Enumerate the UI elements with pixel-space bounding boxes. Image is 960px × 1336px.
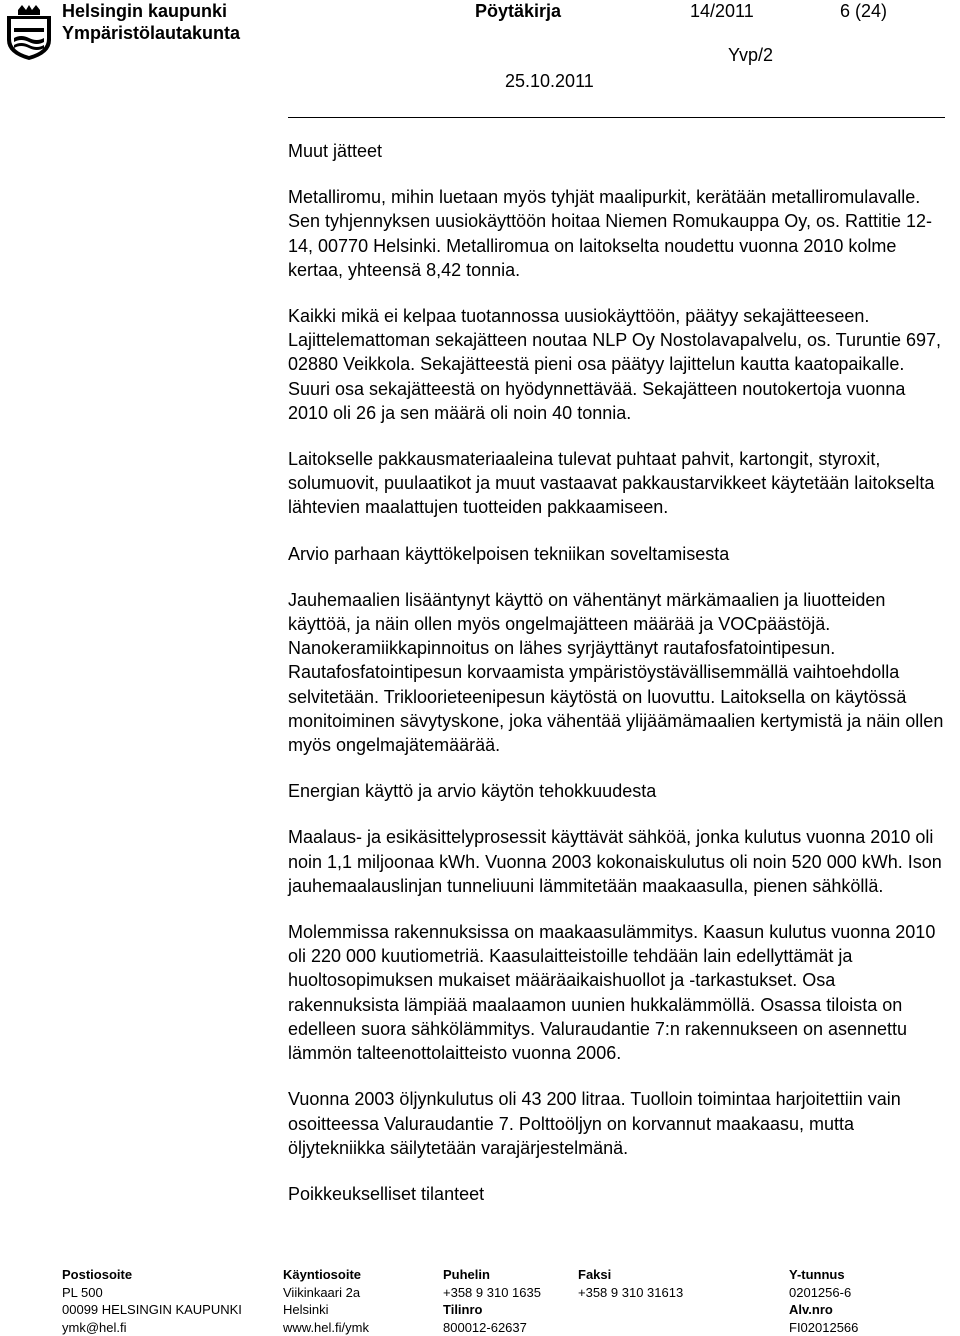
footer-label: Faksi	[578, 1266, 683, 1284]
footer-label: Tilinro	[443, 1301, 541, 1319]
paragraph-jauhemaalit: Jauhemaalien lisääntynyt käyttö on vähentänyt märkämaalien ja liuotteiden käyttöä, ja näin ollen myös ongelmajätteen määrää ja VOCpäästöjä. Nanokeramiikkapinnoitus on lähes syrjäyttänyt rautafosfatointipesun. Rautafosfatointipesun korvaamista ympäristöystävällisemmällä vaihtoehdolla selvitetään. Trikloorieteenipesun käytöstä on luovuttu. Laitoksella on käytössä monitoiminen sävytyskone, joka vähentää ylijäämämaalien kertymistä ja näin ollen myös ongelmajätemäärää.	[288, 588, 948, 757]
department-name: Ympäristölautakunta	[62, 22, 240, 44]
meeting-date: 25.10.2011	[505, 70, 594, 92]
footer-value: 0201256-6	[789, 1284, 858, 1302]
footer-label: Käyntiosoite	[283, 1266, 369, 1284]
footer-puhelin	[443, 1266, 541, 1336]
footer-value: Viikinkaari 2a	[283, 1284, 369, 1302]
footer-email[interactable]: ymk@hel.fi	[62, 1319, 242, 1336]
footer-value: 800012-62637	[443, 1319, 541, 1336]
footer-value: 00099 HELSINGIN KAUPUNKI	[62, 1301, 242, 1319]
paragraph-oljy: Vuonna 2003 öljynkulutus oli 43 200 litraa. Tuolloin toimintaa harjoitettiin vain osoitteessa Valuraudantie 7. Polttoöljyn on korvannut maakaasu, mutta öljytekniikka säilytetään varajärjestelmänä.	[288, 1087, 948, 1160]
heading-energia: Energian käyttö ja arvio käytön tehokkuudesta	[288, 779, 948, 803]
paragraph-sahko: Maalaus- ja esikäsittelyprosessit käyttävät sähköä, jonka kulutus vuonna 2010 oli noin 1,1 miljoonaa kWh. Vuonna 2003 kokonaiskulutus oli noin 520 000 kWh. Ison jauhemaalauslinjan tunneliuuni lämmitetään maakaasulla, pienen sähköllä.	[288, 825, 948, 898]
organization-name: Helsingin kaupunki	[62, 0, 227, 22]
paragraph-pakkausmateriaalit: Laitokselle pakkausmateriaaleina tulevat puhtaat pahvit, kartongit, styroxit, solumuovit, puulaatikot ja muut vastaavat pakkaustarvikkeet käytetään laitokselta lähtevien maalattujen tuotteiden pakkaamiseen.	[288, 447, 948, 520]
meeting-number: 14/2011	[690, 0, 754, 22]
heading-muut-jatteet: Muut jätteet	[288, 139, 948, 163]
section-code: Yvp/2	[728, 44, 773, 66]
footer-label: Alv.nro	[789, 1301, 858, 1319]
document-type: Pöytäkirja	[475, 0, 561, 22]
footer-value: +358 9 310 1635	[443, 1284, 541, 1302]
header-divider	[288, 117, 945, 118]
footer-value: +358 9 310 31613	[578, 1284, 683, 1302]
heading-poikkeukselliset: Poikkeukselliset tilanteet	[288, 1182, 948, 1206]
footer-ytunnus	[789, 1266, 858, 1336]
footer-kayntiosoite	[283, 1266, 369, 1336]
footer-value: PL 500	[62, 1284, 242, 1302]
paragraph-metalliromu: Metalliromu, mihin luetaan myös tyhjät maalipurkit, kerätään metalliromulavalle. Sen tyhjennyksen uusiokäyttöön hoitaa Niemen Romukauppa Oy, os. Rattitie 12-14, 00770 Helsinki. Metalliromua on laitokselta noudettu vuonna 2010 kolme kertaa, yhteensä 8,42 tonnia.	[288, 185, 948, 282]
footer-label: Puhelin	[443, 1266, 541, 1284]
paragraph-maakaasu: Molemmissa rakennuksissa on maakaasulämmitys. Kaasun kulutus vuonna 2010 oli 220 000 kuutiometriä. Kaasulaitteistoille tehdään lain edellyttämät ja huoltosopimuksen mukaiset määräaikaishuollot ja -tarkastukset. Osa rakennuksista lämpiää maalaamon uunien hukkalämmöllä. Osassa tiloista on edelleen suora sähkölämmitys. Valuraudantie 7:n rakennukseen on asennettu lämmön talteenottolaitteisto vuonna 2006.	[288, 920, 948, 1065]
paragraph-sekajate: Kaikki mikä ei kelpaa tuotannossa uusiokäyttöön, päätyy sekajätteeseen. Lajittelemattoman sekajätteen noutaa NLP Oy Nostolavapalvelu, os. Turuntie 697, 02880 Veikkola. Sekajätteestä pieni osa päätyy lajittelun kautta kaatopaikalle. Suuri osa sekajätteestä on hyödynnettävää. Sekajätteen noutokertoja vuonna 2010 oli 26 ja sen määrä oli noin 40 tonnia.	[288, 304, 948, 425]
helsinki-crest-logo	[4, 4, 54, 62]
footer-label: Y-tunnus	[789, 1266, 858, 1284]
footer-faksi	[578, 1266, 683, 1301]
footer-value: Helsinki	[283, 1301, 369, 1319]
footer-value: FI02012566	[789, 1319, 858, 1336]
footer-postiosoite	[62, 1266, 242, 1336]
heading-bat: Arvio parhaan käyttökelpoisen tekniikan soveltamisesta	[288, 542, 948, 566]
document-body	[288, 139, 948, 1228]
page-number: 6 (24)	[840, 0, 887, 22]
footer-website[interactable]: www.hel.fi/ymk	[283, 1319, 369, 1336]
footer-label: Postiosoite	[62, 1266, 242, 1284]
